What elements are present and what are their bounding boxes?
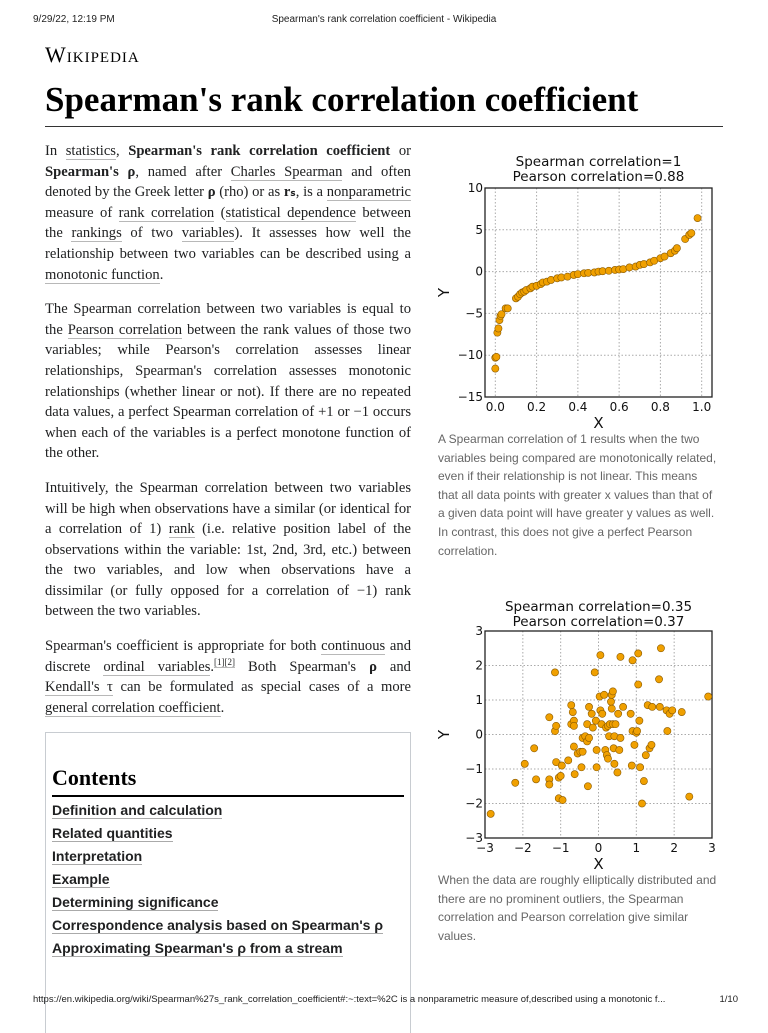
bold-term: ρ [369, 658, 377, 675]
text: Spearman's coefficient is appropriate for both [45, 638, 322, 655]
text: , is a [295, 184, 327, 201]
inline-link[interactable]: Kendall's τ [45, 679, 113, 696]
data-point [694, 214, 701, 221]
bold-term: Spearman's ρ [45, 163, 136, 180]
data-point [637, 764, 644, 771]
data-point [591, 669, 598, 676]
text: (rho) or as [215, 184, 284, 201]
data-point [642, 752, 649, 759]
data-point [570, 722, 577, 729]
print-datetime: 9/29/22, 12:19 PM [33, 14, 115, 25]
figure-caption: When the data are roughly elliptically distributed and there are no prominent outliers, the Spearman correlation and Pearson correlation give similar values. [438, 873, 717, 943]
data-point [609, 688, 616, 695]
text: , [116, 143, 129, 159]
citation-link[interactable]: [1][2] [214, 656, 236, 667]
data-point [673, 245, 680, 252]
y-tick-label: 10 [467, 181, 483, 195]
y-tick-label: −1 [465, 762, 483, 776]
data-point [619, 703, 626, 710]
text: . [159, 266, 164, 283]
inline-link[interactable]: monotonic function [45, 266, 160, 283]
data-point [705, 693, 712, 700]
y-tick-label: −5 [465, 306, 483, 321]
data-point [649, 703, 656, 710]
data-point [617, 653, 624, 660]
data-point [597, 652, 604, 659]
data-point [611, 760, 618, 767]
y-axis-label: Y [435, 729, 453, 740]
text: and [376, 658, 411, 675]
text: between the [45, 204, 411, 242]
text: ). It assesses how well the relationship between two variables can be described using a [45, 225, 411, 262]
data-point [532, 776, 539, 783]
inline-link[interactable]: ordinal variables [103, 658, 211, 675]
data-point [599, 710, 606, 717]
data-point [655, 676, 662, 683]
data-point [521, 760, 528, 767]
x-tick-label: 0.2 [527, 400, 547, 414]
data-point [656, 703, 663, 710]
inline-link[interactable]: nonparametric [326, 184, 411, 201]
bold-term: Spearman's rank correlation coefficient [128, 143, 391, 159]
data-point [493, 353, 500, 360]
data-point [638, 800, 645, 807]
y-tick-label: −3 [465, 831, 483, 845]
data-point [559, 796, 566, 803]
data-point [589, 724, 596, 731]
data-point [551, 669, 558, 676]
inline-link[interactable]: Pearson correlation [67, 321, 183, 338]
x-tick-label: 0.8 [650, 400, 670, 414]
toc-heading: Contents [52, 765, 404, 797]
data-point [504, 305, 511, 312]
y-axis-label: Y [435, 287, 453, 298]
article-body [45, 141, 411, 732]
y-tick-label: 0 [475, 264, 483, 279]
y-tick-label: −10 [457, 348, 483, 363]
toc-item[interactable]: Related quantities [52, 825, 173, 841]
data-point [688, 230, 695, 237]
data-point [640, 777, 647, 784]
data-point [585, 703, 592, 710]
data-point [612, 721, 619, 728]
paragraph [45, 478, 411, 622]
x-tick-label: 3 [708, 841, 716, 855]
x-tick-label: 1 [632, 841, 641, 855]
y-tick-label: 2 [475, 658, 483, 673]
data-point [614, 769, 621, 776]
data-point [487, 810, 494, 817]
data-point [565, 757, 572, 764]
inline-link[interactable]: rank correlation [118, 204, 215, 221]
x-tick-label: 0.0 [485, 400, 505, 414]
table-of-contents [45, 732, 411, 1033]
data-point [558, 762, 565, 769]
toc-item[interactable]: Correspondence analysis based on Spearman's ρ [52, 917, 383, 933]
data-point [578, 764, 585, 771]
y-tick-label: 1 [475, 693, 483, 707]
text: or [390, 143, 412, 159]
x-tick-label: 0.6 [609, 400, 629, 414]
inline-link[interactable]: rank [168, 521, 195, 538]
data-point [571, 771, 578, 778]
text: The Spearman correlation between two variables is equal to the [45, 301, 411, 338]
data-point [608, 705, 615, 712]
page-title: Spearman's rank correlation coefficient [45, 80, 639, 119]
data-point [633, 727, 640, 734]
inline-link[interactable]: statistics [65, 143, 116, 159]
paragraph [45, 636, 411, 718]
data-point [648, 741, 655, 748]
x-tick-label: 0 [594, 841, 603, 855]
data-point [553, 722, 560, 729]
text: between the rank values of those two variables; while Pearson's correlation assesses linear relationships, Spearman's correlation assesses monotonic relationships (whether linear or not). If there are no repeated data values, a perfect Spearman correlation of +1 or −1 occurs when each of the variables is a perfect monotone function of the other. [45, 321, 411, 462]
data-point [678, 708, 685, 715]
y-tick-label: 3 [475, 624, 483, 638]
inline-link[interactable]: Charles Spearman [230, 163, 343, 180]
data-point [635, 650, 642, 657]
data-point [584, 783, 591, 790]
inline-link[interactable]: general correlation coefficient [45, 699, 221, 716]
paragraph [45, 299, 411, 464]
data-point [512, 779, 519, 786]
text: and often denoted by the Greek letter [45, 163, 411, 201]
x-tick-label: 1.0 [692, 400, 712, 414]
inline-link[interactable]: variables [181, 225, 235, 242]
data-point [569, 708, 576, 715]
chart-title: Spearman correlation=1 [515, 154, 682, 170]
data-point [617, 734, 624, 741]
inline-link[interactable]: continuous [321, 638, 386, 655]
data-point [616, 746, 623, 753]
text: of two [121, 225, 182, 242]
figure-elliptical [437, 593, 717, 945]
text: . [220, 699, 225, 716]
data-point [604, 755, 611, 762]
chart-title: Pearson correlation=0.37 [512, 614, 685, 630]
data-point [531, 745, 538, 752]
text: . [210, 658, 215, 675]
scatter-chart-monotonic [437, 148, 717, 430]
text: Intuitively, the Spearman correlation between two variables will be high when observations have a similar (or identical for a correlation of 1) [45, 479, 411, 538]
title-divider [45, 126, 723, 127]
bold-term: ρ [207, 184, 216, 201]
y-tick-label: 5 [475, 222, 483, 237]
text: In [45, 143, 66, 159]
bold-term: rₛ [283, 184, 296, 201]
x-tick-label: 0.4 [568, 400, 588, 414]
data-point [627, 710, 634, 717]
text: can be formulated as special cases of a more [112, 679, 411, 696]
text: ( [214, 204, 226, 221]
chart-title: Pearson correlation=0.88 [512, 169, 685, 185]
data-point [686, 793, 693, 800]
data-point [593, 746, 600, 753]
data-point [557, 772, 564, 779]
footer-url: https://en.wikipedia.org/wiki/Spearman%27s_rank_correlation_coefficient#:~:text=%2C is a nonparametric measure of,described using a monotonic f... [33, 994, 666, 1005]
data-point [546, 714, 553, 721]
data-point [628, 762, 635, 769]
x-axis-label: X [593, 414, 604, 432]
print-page-title: Spearman's rank correlation coefficient - Wikipedia [271, 14, 497, 25]
data-point [495, 325, 502, 332]
data-point [593, 764, 600, 771]
data-point [631, 741, 638, 748]
text: and discrete [45, 638, 411, 675]
inline-link[interactable]: rankings [71, 225, 122, 242]
paragraph [45, 141, 411, 285]
y-tick-label: −2 [465, 796, 483, 811]
data-point [669, 707, 676, 714]
x-axis-label: X [593, 855, 604, 873]
toc-item[interactable]: Interpretation [52, 848, 143, 864]
text: , named after [135, 163, 231, 180]
data-point [635, 681, 642, 688]
text: Both Spearman's [235, 658, 370, 675]
wikipedia-logo[interactable]: Wikipedia [45, 42, 140, 67]
data-point [664, 727, 671, 734]
data-point [636, 717, 643, 724]
data-point [492, 365, 499, 372]
scatter-chart-elliptical [437, 593, 717, 871]
data-point [568, 702, 575, 709]
data-point [657, 645, 664, 652]
toc-item[interactable]: Approximating Spearman's ρ from a stream [52, 940, 343, 956]
toc-item[interactable]: Definition and calculation [52, 802, 223, 818]
chart-title: Spearman correlation=0.35 [504, 599, 693, 615]
data-point [629, 657, 636, 664]
text: (i.e. relative position label of the observations within the variable: 1st, 2nd, 3rd, etc.) between the two variables, and low when observations have a dissimilar (or fully opposed for a correlation of −1) rank between the two variables. [45, 521, 411, 620]
x-tick-label: −2 [513, 841, 532, 855]
inline-link[interactable]: statistical dependence [225, 204, 356, 221]
figure-monotonic [437, 148, 717, 560]
print-footer [33, 994, 738, 1005]
data-point [607, 698, 614, 705]
data-point [588, 710, 595, 717]
x-tick-label: −1 [551, 841, 570, 855]
x-tick-label: 2 [670, 841, 678, 855]
toc-item[interactable]: Example [52, 871, 110, 887]
page-number: 1/10 [719, 994, 738, 1005]
y-tick-label: 0 [475, 727, 483, 742]
data-point [615, 710, 622, 717]
x-tick-label: −3 [476, 841, 494, 855]
data-point [585, 734, 592, 741]
y-tick-label: −15 [457, 390, 483, 404]
figure-caption: A Spearman correlation of 1 results when the two variables being compared are monotonically related, even if their relationship is not linear. This means that all data points with greater x values than that of a given data point will have greater y values as well. In contrast, this does not give a perfect Pearson correlation. [438, 432, 717, 558]
data-point [570, 743, 577, 750]
data-point [579, 748, 586, 755]
data-point [546, 781, 553, 788]
text: measure of [45, 204, 119, 221]
data-point [601, 691, 608, 698]
toc-item[interactable]: Determining significance [52, 894, 219, 910]
